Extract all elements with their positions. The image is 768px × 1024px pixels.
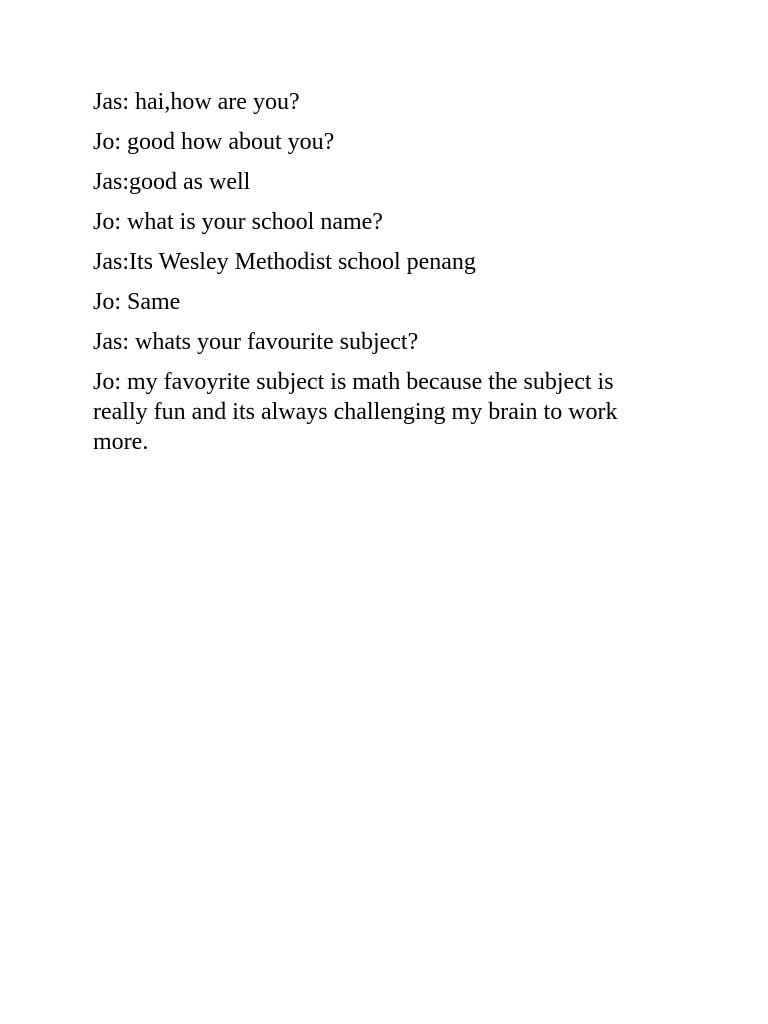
dialogue-line: Jo: my favoyrite subject is math because the subject is really fun and its always challenging my brain to work more. [93,369,618,455]
dialogue-line: Jo: good how about you? [93,129,335,155]
dialogue-line: Jas: whats your favourite subject? [93,329,419,355]
dialogue-line: Jo: Same [93,289,181,315]
dialogue-line: Jas:good as well [93,169,251,195]
dialogue-body [93,87,673,467]
dialogue-line: Jo: what is your school name? [93,209,383,235]
dialogue-line: Jas:Its Wesley Methodist school penang [93,249,476,275]
dialogue-line: Jas: hai,how are you? [93,89,300,115]
